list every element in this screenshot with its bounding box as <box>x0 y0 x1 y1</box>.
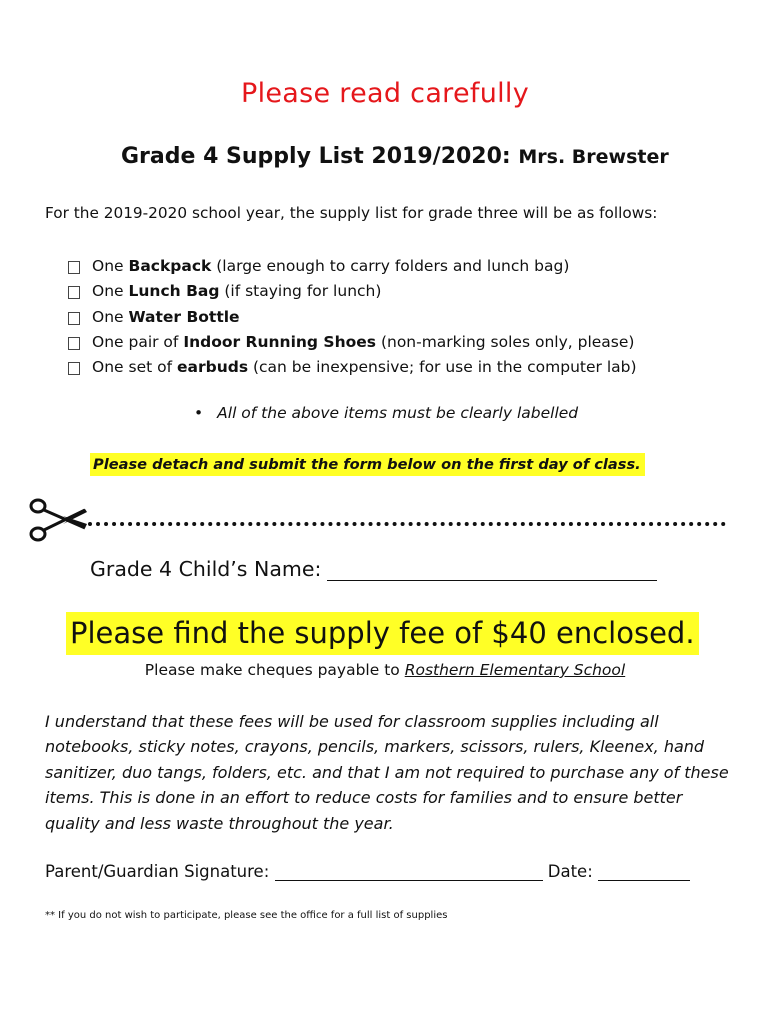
payable-line <box>0 661 770 679</box>
date-label: Date: <box>547 862 593 881</box>
supply-list <box>68 254 637 380</box>
signature-label: Parent/Guardian Signature: <box>45 862 270 881</box>
detach-instruction: Please detach and submit the form below on the first day of class. <box>90 453 645 476</box>
date-blank <box>598 862 690 881</box>
item-prefix: One <box>92 282 129 301</box>
signature-blank <box>275 862 543 881</box>
intro-text: For the 2019-2020 school year, the supply list for grade three will be as follows: <box>45 204 658 222</box>
note-text: All of the above items must be clearly labelled <box>217 404 579 422</box>
teacher-name: Mrs. Brewster <box>518 146 669 168</box>
item-detail: (if staying for lunch) <box>219 282 382 301</box>
scissors-icon <box>27 494 89 550</box>
list-item <box>68 254 637 279</box>
bullet-icon: • <box>194 404 204 422</box>
labelling-note <box>194 404 578 422</box>
item-name: earbuds <box>176 358 249 377</box>
fee-statement: Please find the supply fee of $40 enclosed. <box>66 612 699 655</box>
item-name: Lunch Bag <box>128 282 220 301</box>
item-prefix: One <box>92 257 129 276</box>
signature-line <box>45 862 690 881</box>
list-item <box>68 355 637 380</box>
empty-checkbox-icon <box>68 286 80 299</box>
empty-checkbox-icon <box>68 261 80 274</box>
item-detail: (non-marking soles only, please) <box>376 333 635 352</box>
cut-line <box>88 522 726 526</box>
page-title <box>121 144 669 169</box>
title-text: Grade 4 Supply List 2019/2020: <box>121 144 511 169</box>
notice-heading: Please read carefully <box>241 78 529 109</box>
understanding-paragraph: I understand that these fees will be used for classroom supplies including all notebooks, sticky notes, crayons, pencils, markers, scissors, rulers, Kleenex, hand sanitizer, duo tangs, folders, etc. and that I am not required to purchase any of these items. This is done in an effort to reduce costs for families and to ensure better quality and less waste throughout the year. <box>45 712 729 833</box>
child-name-field <box>90 557 657 581</box>
item-detail: (large enough to carry folders and lunch bag) <box>211 257 570 276</box>
school-name: Rosthern Elementary School <box>404 661 626 679</box>
child-name-blank <box>327 558 657 581</box>
empty-checkbox-icon <box>68 312 80 325</box>
item-name: Backpack <box>128 257 212 276</box>
footnote: ** If you do not wish to participate, please see the office for a full list of supplies <box>45 910 448 921</box>
item-prefix: One pair of <box>92 333 184 352</box>
item-prefix: One <box>92 307 129 326</box>
empty-checkbox-icon <box>68 337 80 350</box>
item-prefix: One set of <box>92 358 177 377</box>
item-name: Water Bottle <box>128 307 240 326</box>
empty-checkbox-icon <box>68 362 80 375</box>
payable-prefix: Please make cheques payable to <box>144 661 405 679</box>
child-name-label: Grade 4 Child’s Name: <box>90 557 322 581</box>
list-item <box>68 330 637 355</box>
item-detail: (can be inexpensive; for use in the computer lab) <box>248 358 637 377</box>
item-name: Indoor Running Shoes <box>183 333 377 352</box>
list-item <box>68 279 637 304</box>
list-item <box>68 305 637 330</box>
